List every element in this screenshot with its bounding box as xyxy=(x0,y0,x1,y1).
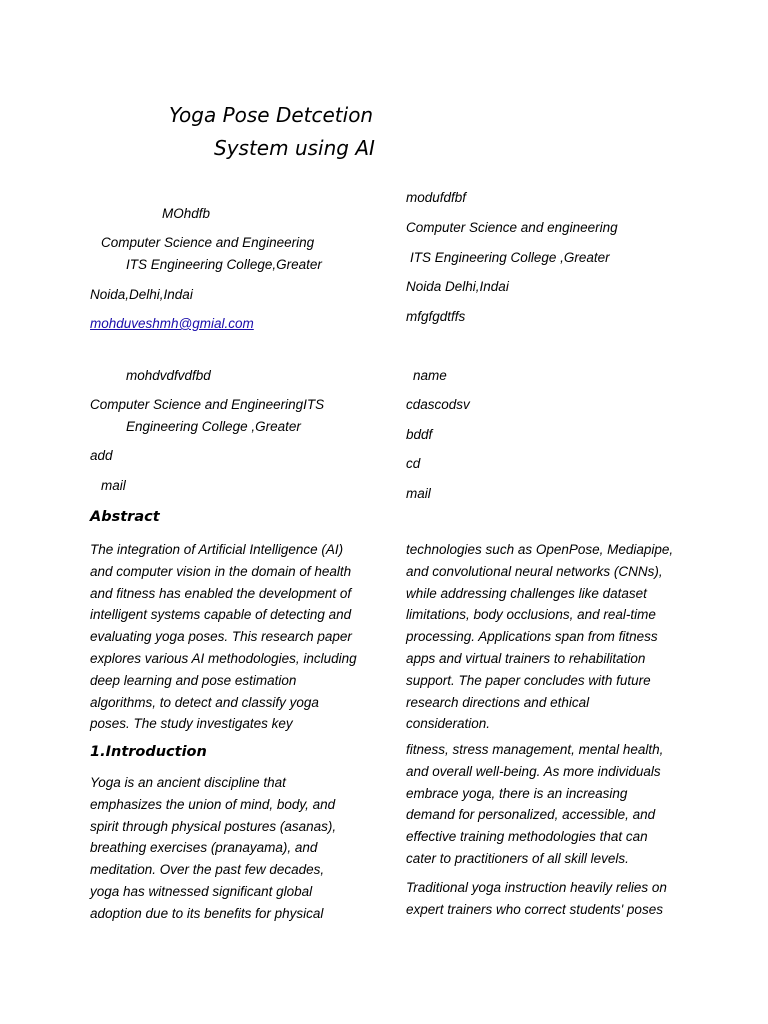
author-3-location: add xyxy=(90,448,113,463)
introduction-left-line: meditation. Over the past few decades, xyxy=(90,862,325,878)
abstract-right-line: and convolutional neural networks (CNNs), xyxy=(406,563,663,579)
abstract-right-line: apps and virtual trainers to rehabilitation xyxy=(406,650,646,666)
abstract-left-line: explores various AI methodologies, including xyxy=(90,650,357,666)
introduction-left-line: Yoga is an ancient discipline that xyxy=(90,775,286,790)
author-1-department: Computer Science and Engineering xyxy=(101,235,315,250)
paper-title-line-2: System using AI xyxy=(214,136,375,160)
author-1-college: ITS Engineering College,Greater xyxy=(126,257,322,272)
abstract-heading: Abstract xyxy=(90,509,160,525)
paper-title-line-1: Yoga Pose Detcetion xyxy=(169,103,374,127)
introduction-right-column xyxy=(406,739,663,870)
introduction-left-line: yoga has witnessed significant global xyxy=(90,883,313,899)
abstract-left-column xyxy=(90,539,357,735)
introduction-right-line: fitness, stress management, mental health, xyxy=(406,742,664,757)
author-2-name: modufdfbf xyxy=(406,190,467,205)
author-4-name: name xyxy=(413,368,447,383)
introduction-right-line: embrace yoga, there is an increasing xyxy=(406,785,628,801)
introduction-left-column xyxy=(90,772,336,925)
author-4-college: bddf xyxy=(406,427,433,442)
abstract-right-line: consideration. xyxy=(406,716,491,732)
introduction-right-line: Traditional yoga instruction heavily relies on xyxy=(406,880,667,895)
author-3-college: Engineering College ,Greater xyxy=(126,419,301,434)
abstract-left-line: The integration of Artificial Intelligence (AI) xyxy=(90,542,344,557)
introduction-right-line: expert trainers who correct students' poses xyxy=(406,901,663,917)
author-2-email: mfgfgdtffs xyxy=(406,309,466,324)
introduction-left-line: emphasizes the union of mind, body, and xyxy=(90,796,336,812)
abstract-left-line: evaluating yoga poses. This research paper xyxy=(90,629,352,645)
author-1-name: MOhdfb xyxy=(162,206,211,221)
introduction-right-line: demand for personalized, accessible, and xyxy=(406,807,656,823)
abstract-left-line: and computer vision in the domain of health xyxy=(90,563,352,579)
author-4-email: mail xyxy=(406,486,431,501)
author-2-department: Computer Science and engineering xyxy=(406,220,618,235)
abstract-right-line: research directions and ethical xyxy=(406,694,590,710)
abstract-right-line: support. The paper concludes with future xyxy=(406,672,651,688)
author-1-location: Noida,Delhi,Indai xyxy=(90,287,193,302)
introduction-right-line: cater to practitioners of all skill levels. xyxy=(406,850,629,866)
abstract-left-line: intelligent systems capable of detecting and xyxy=(90,607,352,623)
abstract-right-line: technologies such as OpenPose, Mediapipe, xyxy=(406,542,674,557)
introduction-right-line: effective training methodologies that can xyxy=(406,829,648,845)
introduction-left-line: adoption due to its benefits for physical xyxy=(90,905,324,921)
abstract-left-line: deep learning and pose estimation xyxy=(90,672,297,688)
author-1-email-link[interactable]: mohduveshmh@gmial.com xyxy=(90,316,254,331)
abstract-right-line: limitations, body occlusions, and real-time xyxy=(406,607,656,623)
introduction-left-line: breathing exercises (pranayama), and xyxy=(90,840,318,856)
abstract-right-column xyxy=(406,539,673,735)
author-4-department: cdascodsv xyxy=(406,397,470,412)
introduction-heading: 1.Introduction xyxy=(90,744,207,760)
abstract-right-line: while addressing challenges like dataset xyxy=(406,585,647,601)
author-2-college: ITS Engineering College ,Greater xyxy=(410,250,610,265)
abstract-left-line: algorithms, to detect and classify yoga xyxy=(90,694,319,710)
author-4-location: cd xyxy=(406,456,421,471)
abstract-left-line: and fitness has enabled the development of xyxy=(90,585,352,601)
introduction-left-line: spirit through physical postures (asanas), xyxy=(90,818,337,834)
introduction-right-line: and overall well-being. As more individuals xyxy=(406,763,661,779)
author-3-name: mohdvdfvdfbd xyxy=(126,368,211,383)
author-3-department: Computer Science and EngineeringITS xyxy=(90,397,325,412)
author-2-location: Noida Delhi,Indai xyxy=(406,279,509,294)
abstract-left-line: poses. The study investigates key xyxy=(90,716,293,732)
abstract-right-line: processing. Applications span from fitness xyxy=(406,629,658,645)
author-3-email: mail xyxy=(101,478,126,493)
introduction-right-paragraph-2 xyxy=(406,877,667,921)
